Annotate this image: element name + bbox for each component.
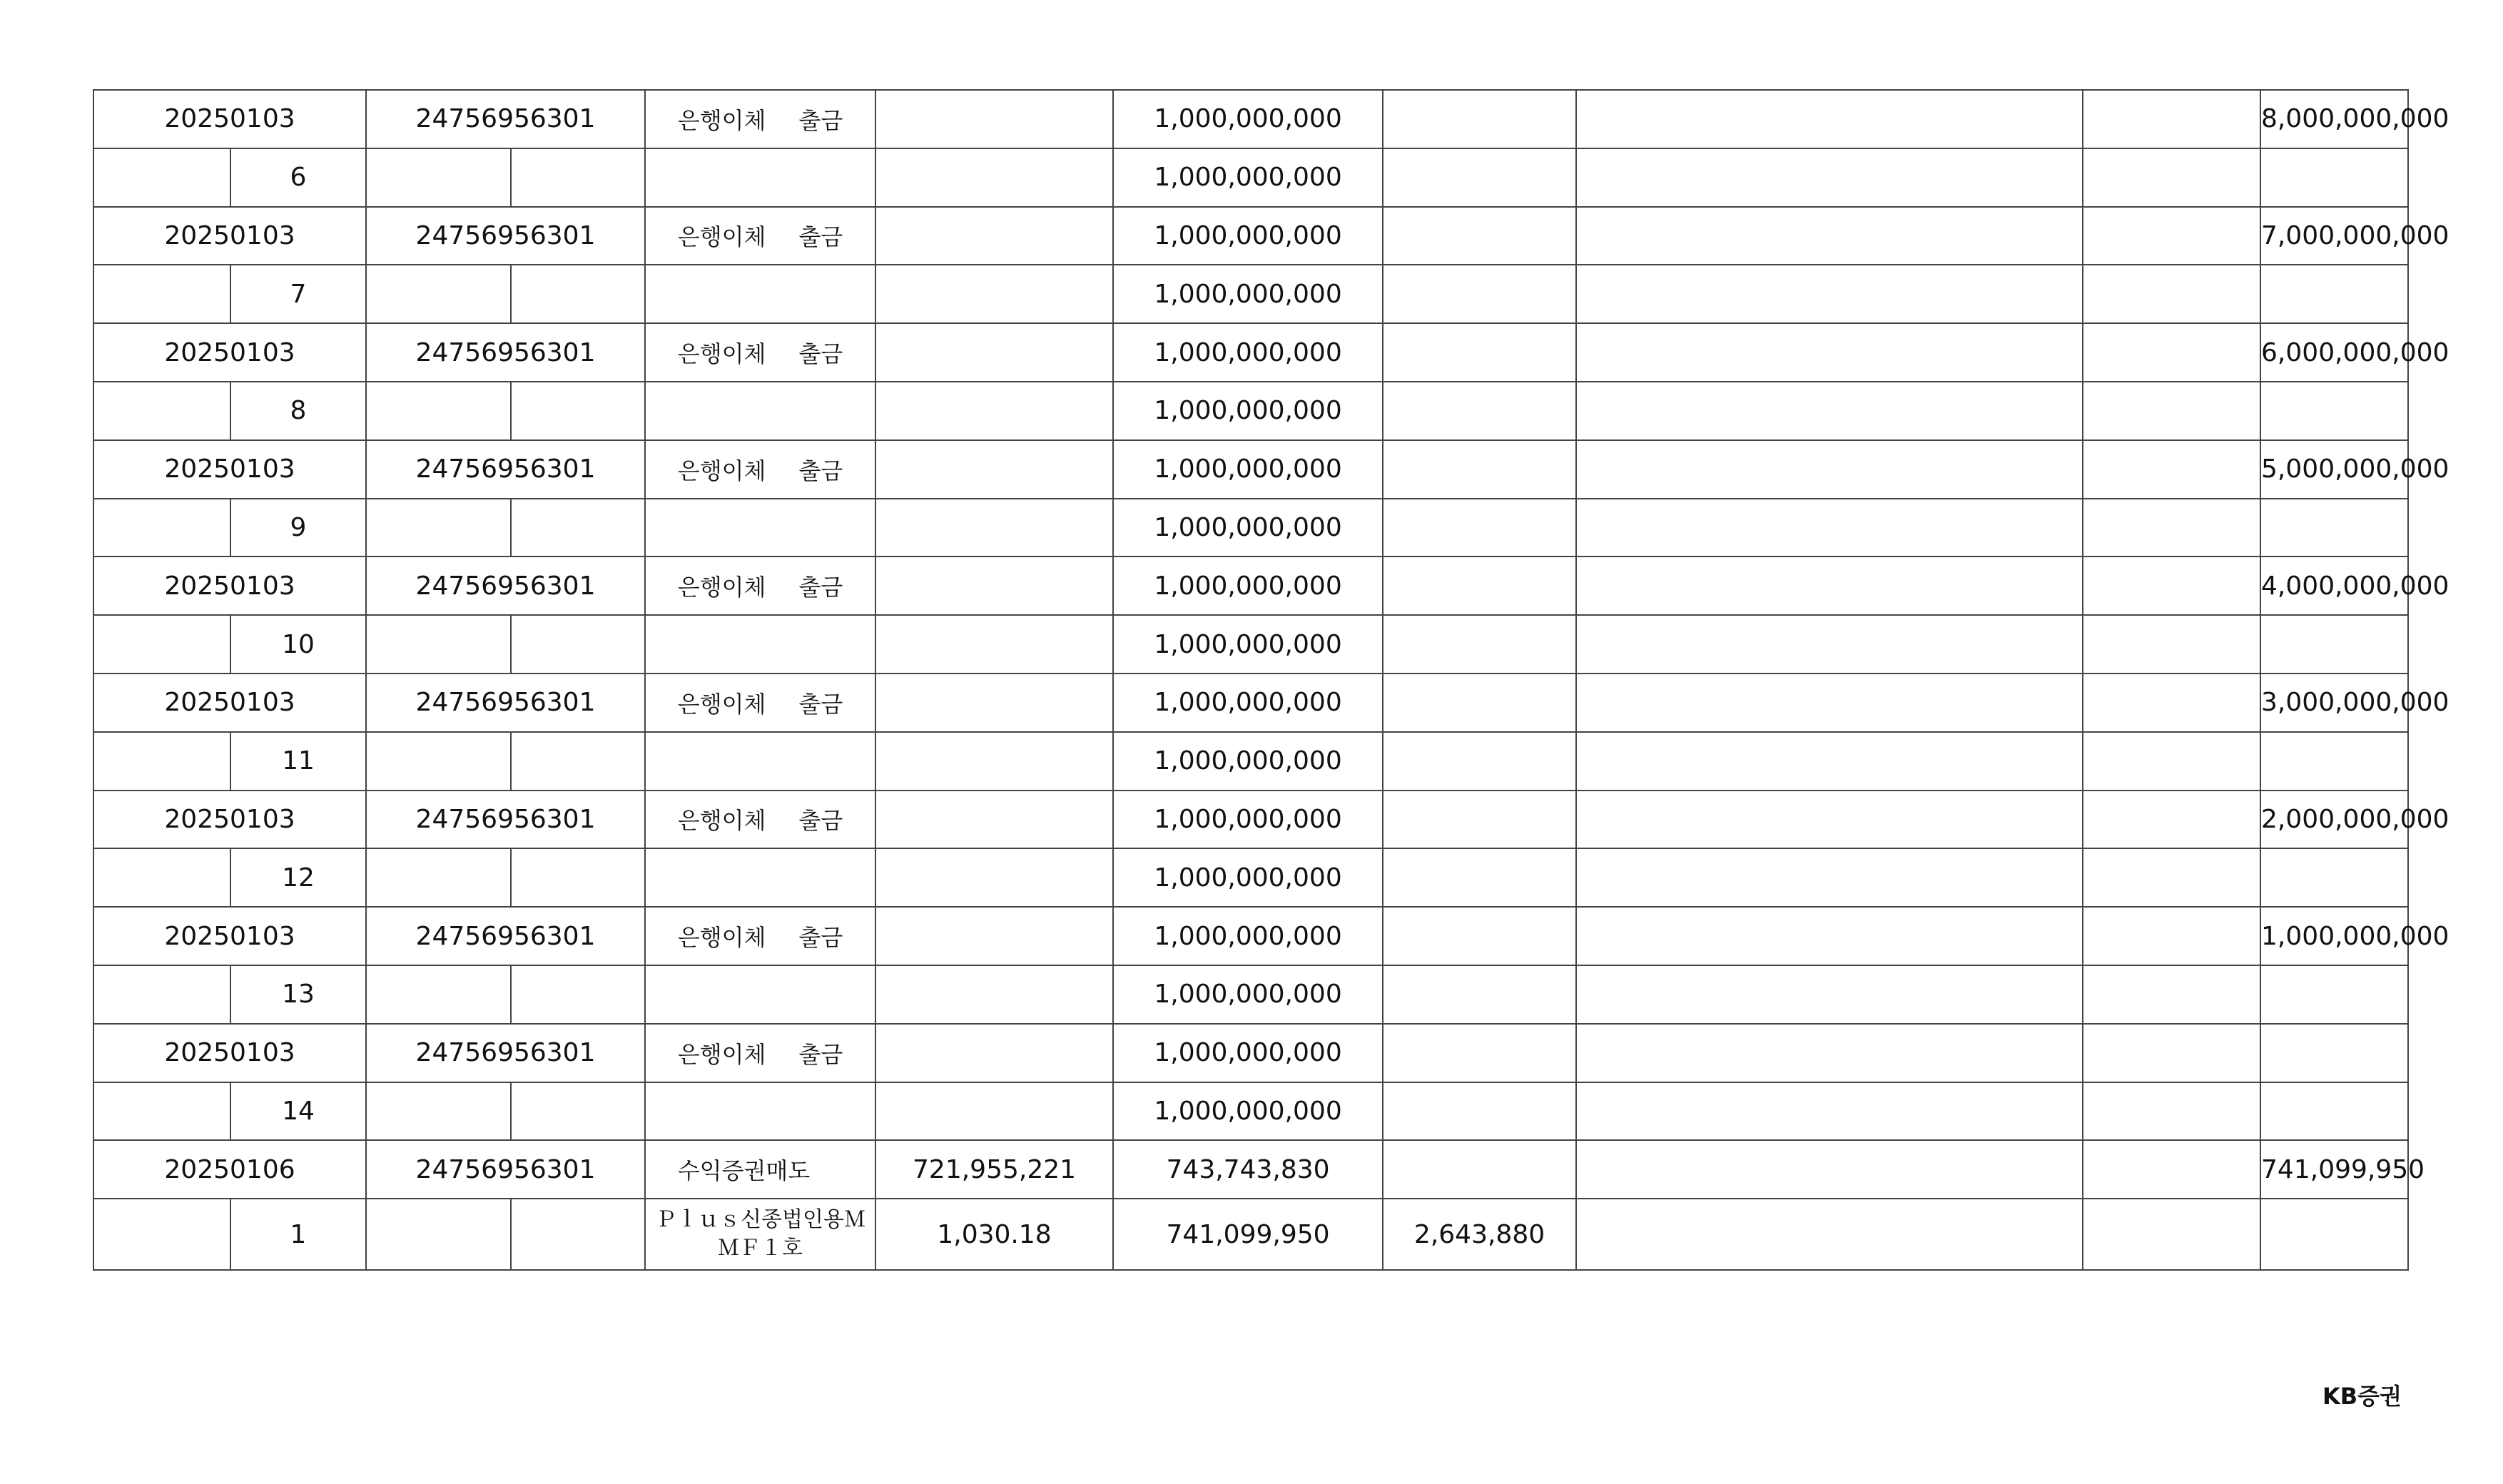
- blank-cell: [2260, 615, 2408, 674]
- blank-cell: [1576, 148, 2083, 207]
- tax-cell: [1576, 90, 2083, 148]
- blank-cell: [1576, 382, 2083, 440]
- product-cell: [645, 615, 875, 674]
- type-label: 은행이체: [677, 340, 766, 368]
- balance-cell: 3,000,000,000: [2260, 674, 2408, 732]
- blank-cell: [93, 265, 230, 323]
- blank-cell: [511, 1199, 645, 1270]
- tax-cell: [1576, 440, 2083, 499]
- blank-cell: [366, 1199, 511, 1270]
- quantity-cell: [875, 90, 1113, 148]
- date-cell: 20250103: [93, 1024, 366, 1082]
- amount-cell: 1,000,000,000: [1113, 440, 1383, 499]
- quantity-cell: 721,955,221: [875, 1140, 1113, 1199]
- table-row: [93, 791, 2408, 849]
- fee-cell: [1383, 556, 1576, 615]
- table-row: [93, 674, 2408, 732]
- blank-cell: [366, 148, 511, 207]
- type-label: 은행이체: [677, 1040, 766, 1068]
- account-cell: 24756956301: [366, 90, 645, 148]
- type-label: 은행이체: [677, 574, 766, 601]
- table-subrow: [93, 615, 2408, 674]
- table-subrow: [93, 148, 2408, 207]
- blank-cell: [2083, 848, 2260, 907]
- misc-cell: [2083, 90, 2260, 148]
- blank-cell: [93, 848, 230, 907]
- blank-cell: [366, 615, 511, 674]
- tax-cell: [1576, 556, 2083, 615]
- amount-cell: 1,000,000,000: [1113, 674, 1383, 732]
- blank-cell: [2260, 732, 2408, 791]
- blank-cell: [2083, 965, 2260, 1024]
- blank-cell: [1576, 615, 2083, 674]
- blank-cell: [2260, 499, 2408, 557]
- amount-cell: 1,000,000,000: [1113, 1082, 1383, 1141]
- table-subrow: [93, 499, 2408, 557]
- amount-cell: 1,000,000,000: [1113, 207, 1383, 265]
- blank-cell: [2083, 615, 2260, 674]
- balance-cell: 5,000,000,000: [2260, 440, 2408, 499]
- product-cell: [645, 1082, 875, 1141]
- amount-cell: 1,000,000,000: [1113, 323, 1383, 382]
- date-cell: 20250103: [93, 323, 366, 382]
- amount-cell: 1,000,000,000: [1113, 791, 1383, 849]
- transaction-type-cell: [645, 907, 875, 965]
- extra-amount-cell: [1383, 848, 1576, 907]
- date-cell: 20250103: [93, 907, 366, 965]
- product-cell: [645, 732, 875, 791]
- io-label: 출금: [798, 340, 843, 368]
- table-subrow: [93, 848, 2408, 907]
- extra-amount-cell: [1383, 382, 1576, 440]
- blank-cell: [2083, 1082, 2260, 1141]
- date-cell: 20250103: [93, 207, 366, 265]
- misc-cell: [2083, 674, 2260, 732]
- sequence-cell: 11: [230, 732, 366, 791]
- balance-cell: [2260, 1024, 2408, 1082]
- blank-cell: [93, 965, 230, 1024]
- account-cell: 24756956301: [366, 1024, 645, 1082]
- blank-cell: [2260, 1082, 2408, 1141]
- blank-cell: [511, 148, 645, 207]
- blank-cell: [93, 1199, 230, 1270]
- quantity-cell: [875, 556, 1113, 615]
- blank-cell: [1576, 848, 2083, 907]
- quantity-cell: [875, 732, 1113, 791]
- tax-cell: [1576, 674, 2083, 732]
- blank-cell: [2260, 148, 2408, 207]
- io-label: 출금: [798, 223, 843, 251]
- io-label: 출금: [798, 1040, 843, 1068]
- quantity-cell: [875, 674, 1113, 732]
- quantity-cell: [875, 440, 1113, 499]
- blank-cell: [2260, 848, 2408, 907]
- misc-cell: [2083, 207, 2260, 265]
- quantity-cell: [875, 1082, 1113, 1141]
- sequence-cell: 14: [230, 1082, 366, 1141]
- fee-cell: [1383, 207, 1576, 265]
- transaction-type-cell: [645, 1140, 875, 1199]
- blank-cell: [93, 499, 230, 557]
- table-row: [93, 90, 2408, 148]
- tax-cell: [1576, 1140, 2083, 1199]
- amount-cell: 1,000,000,000: [1113, 499, 1383, 557]
- account-cell: 24756956301: [366, 440, 645, 499]
- blank-cell: [1576, 1199, 2083, 1270]
- io-label: 출금: [798, 106, 843, 134]
- amount-cell: 1,000,000,000: [1113, 382, 1383, 440]
- fee-cell: [1383, 674, 1576, 732]
- transaction-type-cell: [645, 440, 875, 499]
- type-label: 은행이체: [677, 807, 766, 835]
- balance-cell: 6,000,000,000: [2260, 323, 2408, 382]
- account-cell: 24756956301: [366, 207, 645, 265]
- amount-cell: 1,000,000,000: [1113, 90, 1383, 148]
- blank-cell: [2260, 1199, 2408, 1270]
- table-row: [93, 1024, 2408, 1082]
- blank-cell: [2083, 732, 2260, 791]
- table-row: [93, 323, 2408, 382]
- blank-cell: [2083, 499, 2260, 557]
- type-label: 은행이체: [677, 223, 766, 251]
- product-cell: [645, 965, 875, 1024]
- blank-cell: [93, 732, 230, 791]
- quantity-cell: [875, 382, 1113, 440]
- blank-cell: [511, 732, 645, 791]
- blank-cell: [366, 499, 511, 557]
- blank-cell: [366, 1082, 511, 1141]
- blank-cell: [511, 965, 645, 1024]
- type-label: 은행이체: [677, 690, 766, 718]
- misc-cell: [2083, 323, 2260, 382]
- fee-cell: [1383, 440, 1576, 499]
- extra-amount-cell: [1383, 732, 1576, 791]
- misc-cell: [2083, 556, 2260, 615]
- blank-cell: [511, 848, 645, 907]
- fee-cell: [1383, 1024, 1576, 1082]
- quantity-cell: [875, 499, 1113, 557]
- quantity-cell: [875, 207, 1113, 265]
- sequence-cell: 6: [230, 148, 366, 207]
- amount-cell: 1,000,000,000: [1113, 907, 1383, 965]
- type-label: 수익증권매도: [677, 1157, 811, 1185]
- account-cell: 24756956301: [366, 791, 645, 849]
- extra-amount-cell: 2,643,880: [1383, 1199, 1576, 1270]
- fee-cell: [1383, 90, 1576, 148]
- date-cell: 20250103: [93, 556, 366, 615]
- blank-cell: [511, 499, 645, 557]
- amount-cell: 1,000,000,000: [1113, 556, 1383, 615]
- transaction-type-cell: [645, 791, 875, 849]
- quantity-cell: [875, 848, 1113, 907]
- extra-amount-cell: [1383, 965, 1576, 1024]
- blank-cell: [1576, 265, 2083, 323]
- io-label: 출금: [798, 457, 843, 484]
- blank-cell: [366, 965, 511, 1024]
- quantity-cell: [875, 148, 1113, 207]
- amount-cell: 743,743,830: [1113, 1140, 1383, 1199]
- type-label: 은행이체: [677, 106, 766, 134]
- product-cell: Ｐｌｕｓ신종법인용ＭＭＦ１호: [645, 1199, 875, 1270]
- tax-cell: [1576, 907, 2083, 965]
- blank-cell: [366, 848, 511, 907]
- account-cell: 24756956301: [366, 1140, 645, 1199]
- amount-cell: 741,099,950: [1113, 1199, 1383, 1270]
- transaction-table: [93, 89, 2449, 1271]
- extra-amount-cell: [1383, 148, 1576, 207]
- sequence-cell: 7: [230, 265, 366, 323]
- quantity-cell: [875, 791, 1113, 849]
- fee-cell: [1383, 323, 1576, 382]
- amount-cell: 1,000,000,000: [1113, 965, 1383, 1024]
- blank-cell: [2083, 148, 2260, 207]
- tax-cell: [1576, 323, 2083, 382]
- quantity-cell: [875, 615, 1113, 674]
- tax-cell: [1576, 1024, 2083, 1082]
- account-cell: 24756956301: [366, 323, 645, 382]
- amount-cell: 1,000,000,000: [1113, 615, 1383, 674]
- table-subrow: [93, 965, 2408, 1024]
- transaction-type-cell: [645, 207, 875, 265]
- extra-amount-cell: [1383, 1082, 1576, 1141]
- extra-amount-cell: [1383, 615, 1576, 674]
- type-label: 은행이체: [677, 924, 766, 952]
- account-cell: 24756956301: [366, 556, 645, 615]
- io-label: 출금: [798, 807, 843, 835]
- blank-cell: [2083, 265, 2260, 323]
- sequence-cell: 13: [230, 965, 366, 1024]
- account-cell: 24756956301: [366, 674, 645, 732]
- blank-cell: [2260, 265, 2408, 323]
- blank-cell: [511, 1082, 645, 1141]
- blank-cell: [2083, 382, 2260, 440]
- blank-cell: [366, 265, 511, 323]
- blank-cell: [2260, 382, 2408, 440]
- tax-cell: [1576, 791, 2083, 849]
- product-cell: [645, 848, 875, 907]
- blank-cell: [511, 615, 645, 674]
- date-cell: 20250103: [93, 674, 366, 732]
- extra-amount-cell: [1383, 265, 1576, 323]
- table-row: [93, 907, 2408, 965]
- transaction-type-cell: [645, 556, 875, 615]
- table-subrow: [93, 1082, 2408, 1141]
- balance-cell: 7,000,000,000: [2260, 207, 2408, 265]
- blank-cell: [1576, 965, 2083, 1024]
- amount-cell: 1,000,000,000: [1113, 1024, 1383, 1082]
- product-cell: [645, 148, 875, 207]
- io-label: 출금: [798, 924, 843, 952]
- tax-cell: [1576, 207, 2083, 265]
- blank-cell: [1576, 732, 2083, 791]
- quantity-cell: 1,030.18: [875, 1199, 1113, 1270]
- quantity-cell: [875, 323, 1113, 382]
- misc-cell: [2083, 1024, 2260, 1082]
- transaction-type-cell: [645, 90, 875, 148]
- table-subrow: [93, 265, 2408, 323]
- quantity-cell: [875, 907, 1113, 965]
- sequence-cell: 1: [230, 1199, 366, 1270]
- blank-cell: [1576, 499, 2083, 557]
- io-label: 출금: [798, 574, 843, 601]
- balance-cell: 4,000,000,000: [2260, 556, 2408, 615]
- quantity-cell: [875, 1024, 1113, 1082]
- product-cell: [645, 499, 875, 557]
- transaction-type-cell: [645, 674, 875, 732]
- table-row: [93, 207, 2408, 265]
- io-label: 출금: [798, 690, 843, 718]
- blank-cell: [93, 1082, 230, 1141]
- blank-cell: [93, 382, 230, 440]
- table-subrow: [93, 732, 2408, 791]
- blank-cell: [366, 382, 511, 440]
- misc-cell: [2083, 1140, 2260, 1199]
- blank-cell: [2083, 1199, 2260, 1270]
- fee-cell: [1383, 907, 1576, 965]
- balance-cell: 8,000,000,000: [2260, 90, 2408, 148]
- blank-cell: [366, 732, 511, 791]
- date-cell: 20250103: [93, 90, 366, 148]
- amount-cell: 1,000,000,000: [1113, 265, 1383, 323]
- blank-cell: [2260, 965, 2408, 1024]
- blank-cell: [1576, 1082, 2083, 1141]
- transaction-type-cell: [645, 323, 875, 382]
- account-cell: 24756956301: [366, 907, 645, 965]
- date-cell: 20250103: [93, 791, 366, 849]
- extra-amount-cell: [1383, 499, 1576, 557]
- date-cell: 20250106: [93, 1140, 366, 1199]
- amount-cell: 1,000,000,000: [1113, 732, 1383, 791]
- misc-cell: [2083, 440, 2260, 499]
- blank-cell: [93, 615, 230, 674]
- blank-cell: [93, 148, 230, 207]
- fee-cell: [1383, 1140, 1576, 1199]
- amount-cell: 1,000,000,000: [1113, 148, 1383, 207]
- sequence-cell: 8: [230, 382, 366, 440]
- sequence-cell: 10: [230, 615, 366, 674]
- balance-cell: 2,000,000,000: [2260, 791, 2408, 849]
- balance-cell: 741,099,950: [2260, 1140, 2408, 1199]
- quantity-cell: [875, 965, 1113, 1024]
- quantity-cell: [875, 265, 1113, 323]
- table-row: [93, 440, 2408, 499]
- balance-cell: 1,000,000,000: [2260, 907, 2408, 965]
- table-row: [93, 1140, 2408, 1199]
- product-cell: [645, 265, 875, 323]
- misc-cell: [2083, 791, 2260, 849]
- table-row: [93, 556, 2408, 615]
- table-subrow: [93, 382, 2408, 440]
- type-label: 은행이체: [677, 457, 766, 484]
- blank-cell: [511, 265, 645, 323]
- misc-cell: [2083, 907, 2260, 965]
- transaction-type-cell: [645, 1024, 875, 1082]
- sequence-cell: 12: [230, 848, 366, 907]
- blank-cell: [511, 382, 645, 440]
- sequence-cell: 9: [230, 499, 366, 557]
- product-cell: [645, 382, 875, 440]
- footer-brand: KB증권: [2322, 1383, 2402, 1410]
- fee-cell: [1383, 791, 1576, 849]
- amount-cell: 1,000,000,000: [1113, 848, 1383, 907]
- table-subrow: [93, 1199, 2408, 1270]
- date-cell: 20250103: [93, 440, 366, 499]
